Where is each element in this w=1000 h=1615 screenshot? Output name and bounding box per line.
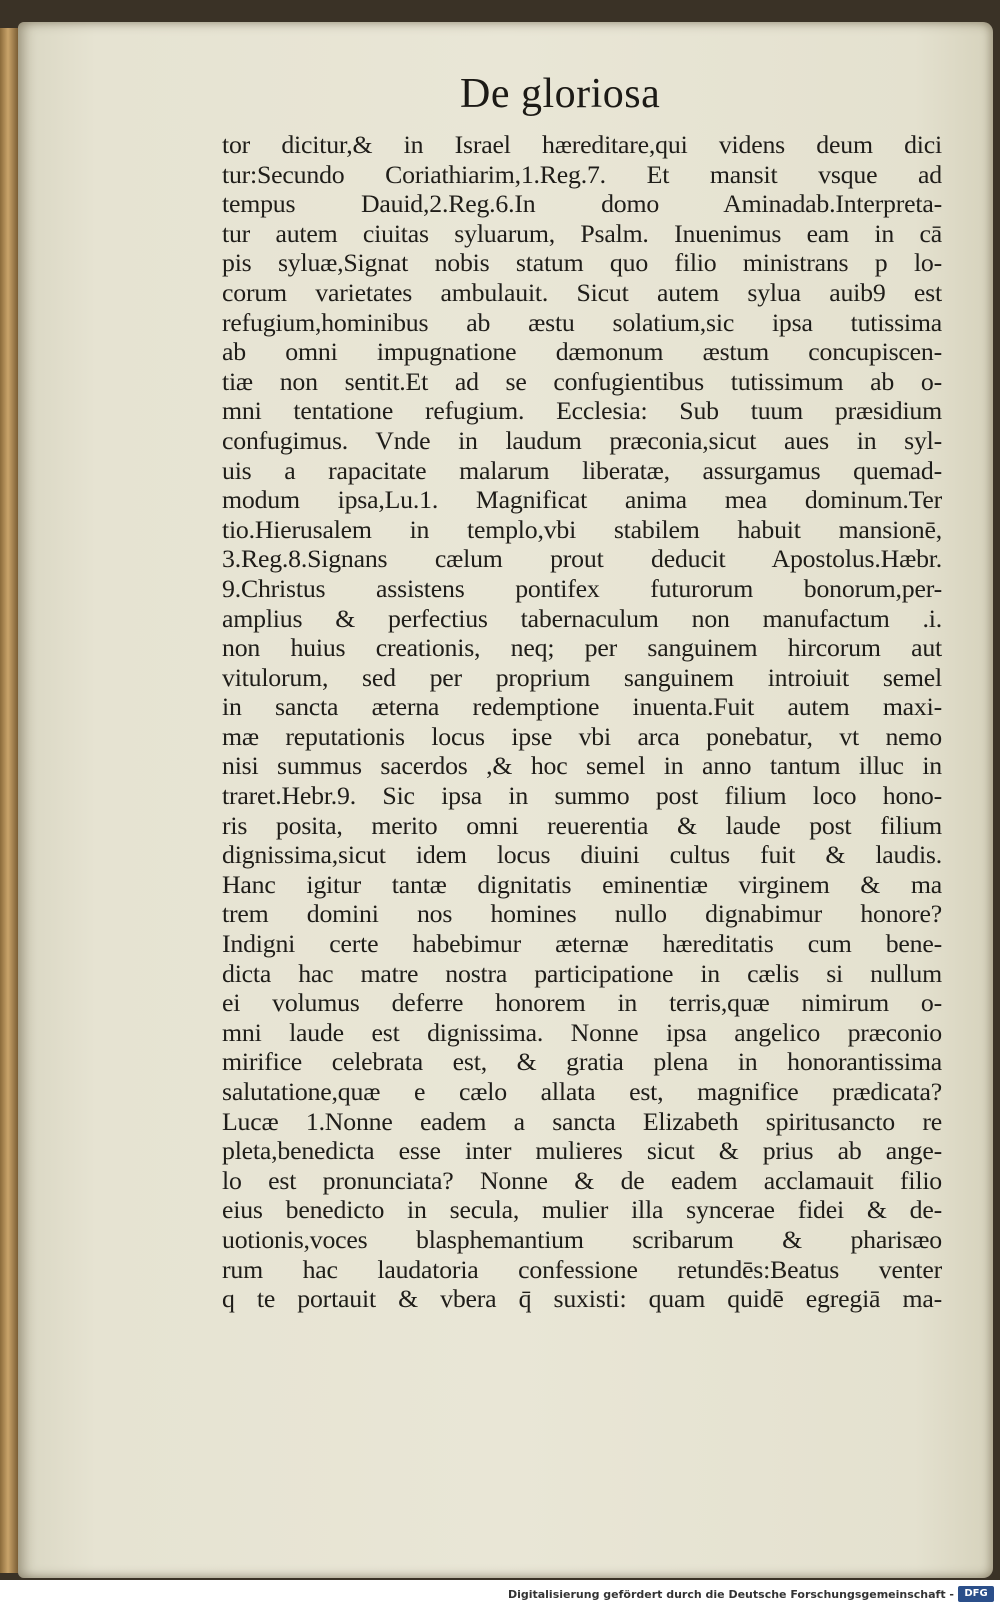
text-line: tempus Dauid,2.Reg.6.In domo Aminadab.Interpreta- [222, 189, 942, 219]
running-head: De gloriosa [460, 71, 661, 117]
dfg-logo-icon: DFG [958, 1586, 994, 1602]
text-line: ris posita, merito omni reuerentia & laude post filium [222, 810, 942, 840]
text-line: confugimus. Vnde in laudum præconia,sicut aues in syl- [222, 425, 942, 455]
text-line: ab omni impugnatione dæmonum æstum concupiscen- [222, 337, 942, 367]
text-line: tur autem ciuitas syluarum, Psalm. Inuenimus eam in cā [222, 218, 942, 248]
text-line: 9.Christus assistens pontifex futurorum bonorum,per- [222, 573, 942, 603]
text-line: tio.Hierusalem in templo,vbi stabilem habuit mansionē, [222, 514, 942, 544]
text-line: mni tentatione refugium. Ecclesia: Sub tuum præsidium [222, 396, 942, 426]
text-line: uotionis,voces blasphemantium scribarum & pharisæo [222, 1224, 942, 1254]
text-line: Indigni certe habebimur æternæ hæreditatis cum bene- [222, 929, 942, 959]
text-line: nisi summus sacerdos ,& hoc semel in anno tantum illuc in [222, 751, 942, 781]
text-line: tiæ non sentit.Et ad se confugientibus tutissimum ab o- [222, 366, 942, 396]
body-text [222, 130, 942, 1314]
text-line: amplius & perfectius tabernaculum non manufactum .i. [222, 603, 942, 633]
text-line: Lucæ 1.Nonne eadem a sancta Elizabeth spiritusancto re [222, 1106, 942, 1136]
text-line: 3.Reg.8.Signans cælum prout deducit Apostolus.Hæbr. [222, 544, 942, 574]
text-line: mirifice celebrata est, & gratia plena in honorantissima [222, 1047, 942, 1077]
text-line: eius benedicto in secula, mulier illa syncerae fidei & de- [222, 1195, 942, 1225]
text-line: Hanc igitur tantæ dignitatis eminentiæ virginem & ma [222, 869, 942, 899]
text-line: refugium,hominibus ab æstu solatium,sic ipsa tutissima [222, 307, 942, 337]
text-line: vitulorum, sed per proprium sanguinem introiuit semel [222, 662, 942, 692]
footer-credit: Digitalisierung gefördert durch die Deutsche Forschungsgemeinschaft - [507, 1588, 954, 1601]
text-line: trem domini nos homines nullo dignabimur honore? [222, 899, 942, 929]
book-spine-edge [0, 28, 20, 1573]
text-line: dignissima,sicut idem locus diuini cultus fuit & laudis. [222, 840, 942, 870]
text-line: uis a rapacitate malarum liberatæ, assurgamus quemad- [222, 455, 942, 485]
text-line: corum varietates ambulauit. Sicut autem sylua auib9 est [222, 277, 942, 307]
text-line: in sancta æterna redemptione inuenta.Fuit autem maxi- [222, 692, 942, 722]
text-line: dicta hac matre nostra participatione in cælis si nullum [222, 958, 942, 988]
text-line: mæ reputationis locus ipse vbi arca ponebatur, vt nemo [222, 721, 942, 751]
text-line: traret.Hebr.9. Sic ipsa in summo post filium loco hono- [222, 781, 942, 811]
text-line: mni laude est dignissima. Nonne ipsa angelico præconio [222, 1017, 942, 1047]
text-line: modum ipsa,Lu.1. Magnificat anima mea dominum.Ter [222, 485, 942, 515]
text-line: pleta,benedicta esse inter mulieres sicut & prius ab ange- [222, 1136, 942, 1166]
text-line: salutatione,quæ e cælo allata est, magnifice prædicata? [222, 1077, 942, 1106]
text-line: rum hac laudatoria confessione retundēs:Beatus venter [222, 1254, 942, 1284]
text-line: ei volumus deferre honorem in terris,quæ nimirum o- [222, 988, 942, 1018]
text-line: non huius creationis, neq; per sanguinem hircorum aut [222, 633, 942, 663]
text-line: q te portauit & vbera q̄ suxisti: quam quidē egregiā ma- [222, 1284, 942, 1314]
text-line: tur:Secundo Coriathiarim,1.Reg.7. Et mansit vsque ad [222, 159, 942, 189]
text-line: lo est pronunciata? Nonne & de eadem acclamauit filio [222, 1165, 942, 1195]
text-line: tor dicitur,& in Israel hæreditare,qui videns deum dici [222, 130, 942, 159]
text-line: pis syluæ,Signat nobis statum quo filio ministrans p lo- [222, 248, 942, 278]
footer-bar [0, 1580, 1000, 1615]
